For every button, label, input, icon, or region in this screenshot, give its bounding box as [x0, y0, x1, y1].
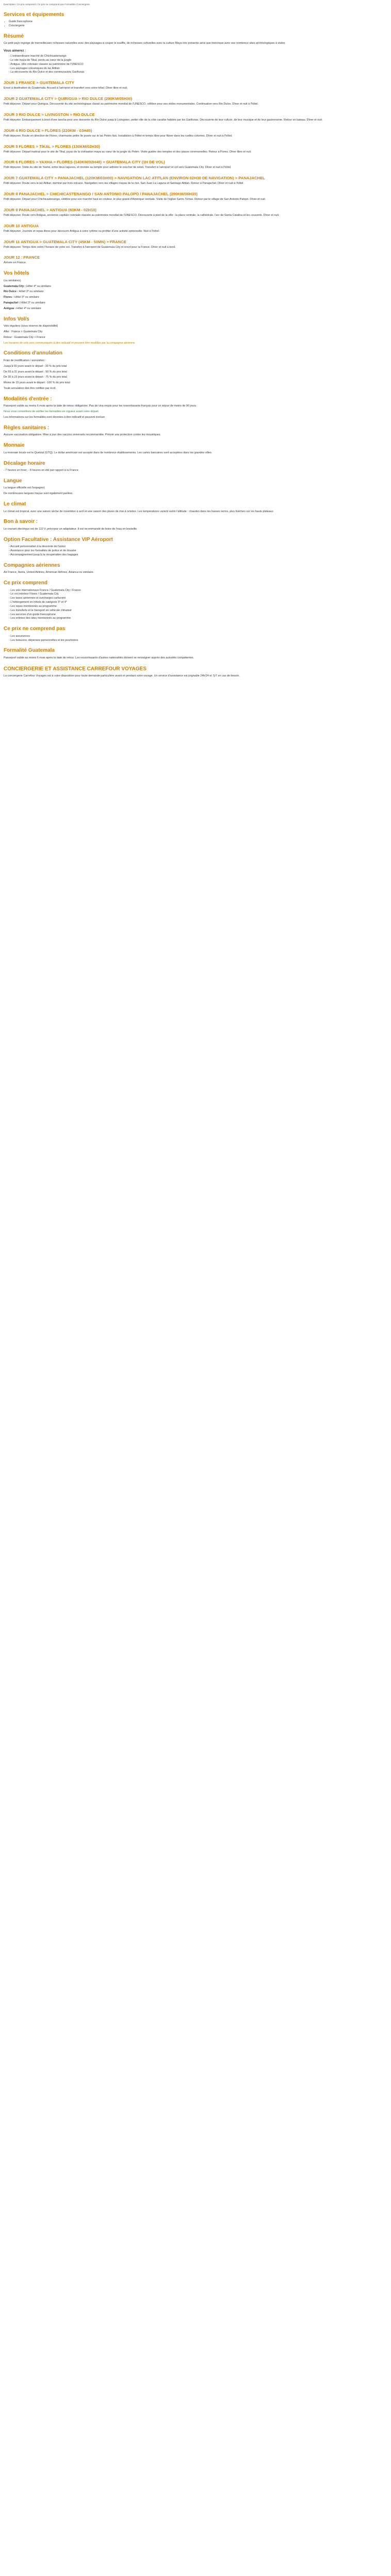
day-title: JOUR 3 RIO DULCE > LIVINGSTON > RIO DULCE [4, 112, 95, 117]
hotel-city: Panajachel : [4, 301, 20, 305]
conditions-line: Frais de modification / annulation : [4, 359, 46, 362]
compagnies-text: Air France, Iberia, United Airlines, American Airlines, Avianca ou similaire. [4, 571, 94, 574]
conditions-line: Jusqu'à 60 jours avant le départ : 30 % du prix total [4, 364, 67, 368]
prix-comprend-item: - Les repas mentionnés au programme [9, 605, 387, 609]
infos-vol-line: Aller : France > Guatemala City [4, 330, 43, 333]
vos-hotels-title: Vos hôtels [4, 270, 29, 277]
day-title: JOUR 1 FRANCE > GUATEMALA CITY [4, 80, 74, 86]
hotel-row [4, 290, 387, 294]
infos-vol-line: Retour : Guatemala City > France [4, 335, 45, 339]
prix-ne-comprend-item: - Les boissons, dépenses personnelles et les pourboires [9, 639, 387, 643]
formalite-title: Formalité Guatemala [4, 648, 55, 654]
prix-comprend-title: Ce prix comprend [4, 580, 48, 586]
hotel-city: Flores : [4, 296, 14, 299]
services-title: Services et équipements [4, 11, 64, 18]
prix-comprend-list [4, 589, 387, 621]
bon-a-savoir-title: Bon à savoir : [4, 519, 38, 525]
vos-hotels-intro: (ou similaires) [4, 279, 21, 282]
infos-vol-note: Les horaires de vols sont communiqués à titre indicatif et peuvent être modifiés par la compagnie aérienne. [4, 341, 136, 345]
hotel-city: Guatemala City : [4, 284, 26, 288]
modalites-highlight: Nous vous conseillons de vérifier les formalités en vigueur avant votre départ. [4, 410, 100, 414]
day-title: JOUR 4 RIO DULCE > FLORES (220KM - 03H45) [4, 128, 92, 133]
infos-vol-title: Infos Vol/s [4, 316, 29, 322]
itinerary-day [4, 96, 387, 107]
itinerary [4, 80, 387, 265]
conditions-title: Conditions d'annulation [4, 350, 63, 357]
conciergerie-block [4, 666, 387, 679]
day-text: Petit déjeuner. Départ matinal pour le site de Tikal, joyau de la civilisation maya au cœur de la jungle du Petén. Visite guidée des temples et des places cérémonielles. Retour à Flores. Dîner libre et nuit. [4, 150, 252, 154]
day-text: Arrivée en France. [4, 261, 27, 265]
prix-comprend-item: - Les entrées des sites mentionnés au programme [9, 617, 387, 621]
conditions-line: Moins de 15 jours avant le départ : 100 % du prix total [4, 381, 70, 385]
itinerary-day [4, 175, 387, 186]
services-item: • Conciergerie [9, 24, 387, 28]
day-title: JOUR 8 PANAJACHEL > CHICHICASTENANGO / SAN ANTONIO PALOPO / PANAJACHEL (290KM/06H30) [4, 192, 198, 197]
prix-ne-comprend-item: - Les assurances [9, 635, 387, 639]
option-item: - Assistance pour les formalités de police et de douane [9, 549, 387, 553]
langue-line: La langue officielle est l'espagnol. [4, 486, 45, 490]
itinerary-day [4, 144, 387, 155]
prix-ne-comprend-list [4, 635, 387, 643]
vous-aimerez-title: Vous aimerez : [4, 49, 26, 53]
day-title: JOUR 2 GUATEMALA CITY > QUIRIGUA > RIO DULCE (290KM/05H30) [4, 96, 133, 101]
day-title: JOUR 7 GUATEMALA CITY > PANAJACHEL (120KM/03H00) > NAVIGATION LAC ATITLAN (ENVIRON 02H30 DE NAVIGATION) > PANAJACHEL [4, 176, 265, 181]
vous-aimerez-item: - L'extraordinaire marché de Chichicastenango [9, 55, 387, 59]
itinerary-day [4, 112, 387, 123]
option-item: - Accompagnement jusqu'à la récupération des bagages [9, 553, 387, 557]
decalage-text: - 7 heures en hiver, - 8 heures en été par rapport à la France. [4, 469, 79, 472]
vous-aimerez-list [4, 55, 387, 75]
day-text: Petit déjeuner. Route en direction de Flores, charmante petite île posée sur le lac Petén Itzá. Installation à l'hôtel et temps libre pour flâner dans les ruelles colorées. Dîner et nuit à l'hôtel. [4, 134, 233, 138]
day-text: Petit déjeuner. Route vers Antigua, ancienne capitale coloniale classée au patrimoine mondial de l'UNESCO. Découverte à pied de la ville : la place centrale, la cathédrale, l'arc de Santa Catalina et les couvents. Dîner et nuit. [4, 213, 280, 217]
decalage-title: Décalage horaire [4, 460, 45, 466]
climat-title: Le climat [4, 501, 26, 507]
breadcrumb: Description: Ce prix comprend / Ce prix ne comprend pas Formalités Conciergerie [4, 3, 90, 6]
vous-aimerez-item: - Le site maya de Tikal, perdu au cœur de la jungle [9, 59, 387, 63]
hotel-name: Hôtel 4* ou similaire [26, 284, 51, 288]
climat-text: Le climat est tropical, avec une saison sèche de novembre à avril et une saison des pluies de mai à octobre. Les températures varient selon l'altitude : chaudes dans les basses terres, plus fraîches sur les hauts plateaux. [4, 510, 274, 513]
regles-title: Règles sanitaires : [4, 425, 50, 431]
hotel-list [4, 285, 387, 311]
itinerary-day [4, 223, 387, 234]
prix-ne-comprend-title: Ce prix ne comprend pas [4, 626, 66, 632]
hotel-name: Hôtel 4* ou similaire [16, 307, 41, 310]
langue-line: De nombreuses langues mayas sont également parlées. [4, 492, 73, 496]
day-title: JOUR 12 : FRANCE [4, 255, 40, 260]
bon-a-savoir-text: Le courant électrique est de 110 V, prévoyez un adaptateur. Il est recommandé de boire de l'eau en bouteille. [4, 527, 138, 531]
regles-text: Aucune vaccination obligatoire. Mise à jour des vaccins universels recommandée. Prévoir une protection contre les moustiques. [4, 433, 161, 437]
conciergerie-text: La conciergerie Carrefour Voyages est à votre disposition pour toute demande particulière avant et pendant votre voyage. Un service d'assistance est joignable 24h/24 et 7j/7 en cas de besoin. [4, 674, 240, 678]
day-text: Petit déjeuner. Visite du site de Yaxhá, entre deux lagunes, et montée au temple pour admirer le coucher de soleil. Transfert à l'aéroport et vol vers Guatemala City. Dîner et nuit à l'hôtel. [4, 166, 232, 170]
modalites-text: Passeport valide au moins 6 mois après la date de retour obligatoire. Pas de visa requis pour les ressortissants français pour un séjour de moins de 90 jours. [4, 404, 197, 408]
hotel-name: Hôtel 3* ou similaire [14, 296, 39, 299]
itinerary-day [4, 255, 387, 265]
resume-title: Résumé [4, 33, 24, 39]
services-item: • Guide francophone [9, 20, 387, 24]
hotel-city: Rio Dulce : [4, 290, 19, 294]
prix-comprend-item: - Les transferts et le transport en véhicule climatisé [9, 609, 387, 613]
day-title: JOUR 10 ANTIGUA [4, 223, 39, 228]
day-text: Petit déjeuner. Départ pour Quirigua. Découverte du site archéologique classé au patrimoine mondial de l'UNESCO, célèbre pour ses stèles monumentales. Continuation vers Rio Dulce. Dîner et nuit à l'hôtel. [4, 103, 259, 106]
compagnies-title: Compagnies aériennes [4, 562, 60, 568]
day-text: Petit déjeuner. Route vers le lac Atitlan, dominé par trois volcans. Navigation vers les villages mayas de la rive, San Juan La Laguna et Santiago Atitlan. Retour à Panajachel. Dîner et nuit à l'hôtel. [4, 182, 244, 185]
formalite-text: Passeport valide au moins 6 mois après la date de retour. Les ressortissants d'autres nationalités doivent se renseigner auprès des autorités compétentes. [4, 656, 194, 659]
day-text: Petit déjeuner. Journée et repas libres pour découvrir Antigua à votre rythme ou profiter d'une activité optionnelle. Nuit à l'hôtel. [4, 229, 160, 233]
modalites-title: Modalités d'entrée : [4, 396, 52, 402]
itinerary-day [4, 191, 387, 202]
hotel-row [4, 307, 387, 311]
day-text: Petit déjeuner. Départ pour Chichicastenango, célèbre pour son marché haut en couleur, le plus grand d'Amérique centrale. Visite de l'église Santo Tomas. Retour par le village de San Antonio Palopó. Dîner et nuit. [4, 198, 266, 201]
itinerary-day [4, 80, 387, 91]
hotel-name: Hôtel 3* ou similaire [20, 301, 45, 305]
day-title: JOUR 6 FLORES > YAXHA > FLORES (140KM/02H40) > GUATEMALA CITY (1H DE VOL) [4, 160, 165, 165]
day-text: Petit déjeuner. Embarquement à bord d'une lancha pour une descente du Rio Dulce jusqu'à Livingston, petite ville de la côte caraïbe habitée par les Garifunas. Découverte de leur culture, de leur musique et de leur gastronomie. Retour en bateau. Dîner et nuit. [4, 118, 323, 122]
prix-comprend-item: - Les taxes aériennes et surcharges carburant [9, 597, 387, 601]
itinerary-day [4, 128, 387, 139]
day-text: Envol à destination du Guatemala. Accueil à l'aéroport et transfert vers votre hôtel. Dîner libre et nuit. [4, 87, 128, 90]
infos-vol-line: Vols réguliers (sous réserve de disponibilité) [4, 325, 58, 328]
modalites-text-2: Les informations sur les formalités sont données à titre indicatif et peuvent évoluer. [4, 416, 106, 419]
monnaie-title: Monnaie [4, 443, 25, 449]
monnaie-text: La monnaie locale est le Quetzal (GTQ). Le dollar américain est accepté dans de nombreux établissements. Les cartes bancaires sont acceptées dans les grandes villes. [4, 451, 213, 454]
conditions-note: Toute annulation doit être notifiée par écrit. [4, 387, 56, 391]
vous-aimerez-item: - La découverte du Rio Dulce et des communautés Garifunas [9, 71, 387, 75]
day-title: JOUR 11 ANTIGUA > GUATEMALA CITY (45KM - 50MN) > FRANCE [4, 239, 126, 244]
hotel-row [4, 301, 387, 306]
vous-aimerez-item: - Les paysages volcaniques du lac Atitlan [9, 67, 387, 71]
hotel-row [4, 296, 387, 300]
conciergerie-title: CONCIERGERIE ET ASSISTANCE CARREFOUR VOYAGES [4, 666, 146, 672]
page [0, 0, 391, 690]
option-list [4, 545, 387, 557]
conditions-line: De 30 à 15 jours avant le départ : 75 % du prix total [4, 376, 67, 379]
hotel-row [4, 285, 387, 289]
itinerary-day [4, 239, 387, 250]
prix-comprend-item: - Les vols internationaux France / Guatemala City / France [9, 589, 387, 593]
prix-comprend-item: - Les services d'un guide francophone [9, 613, 387, 617]
hotel-city: Antigua : [4, 307, 16, 310]
itinerary-day [4, 159, 387, 170]
hotel-name: Hôtel 3* ou similaire [19, 290, 44, 294]
conditions-line: De 59 à 31 jours avant le départ : 50 % du prix total [4, 370, 67, 374]
day-title: JOUR 5 FLORES > TIKAL > FLORES (130KM/02H30) [4, 144, 100, 149]
day-title: JOUR 9 PANAJACHEL > ANTIGUA (80KM - 02H10) [4, 207, 96, 212]
itinerary-day [4, 207, 387, 218]
resume-text: Ce petit pays regorge de merveilleuses richesses naturelles avec des paysages à couper le souffle, de richesses culturelles avec la culture Maya très présente ainsi que historique avec ses nombreux sites archéologiques à visiter. [4, 42, 286, 45]
langue-title: Langue [4, 478, 22, 484]
services-list [4, 20, 387, 28]
day-text: Petit déjeuner. Temps libre selon l'horaire de votre vol. Transfert à l'aéroport de Guatemala City et envol pour la France. Dîner et nuit à bord. [4, 245, 176, 249]
prix-comprend-item: - Le vol intérieur Flores / Guatemala City [9, 592, 387, 597]
prix-comprend-item: - L'hébergement en hôtels de catégorie 3* et 4* [9, 601, 387, 605]
option-item: - Accueil personnalisé à la descente de l'avion [9, 545, 387, 549]
option-title: Option Facultative : Assistance VIP Aéroport [4, 536, 113, 543]
vous-aimerez-item: - Antigua, ville coloniale classée au patrimoine de l'UNESCO [9, 63, 387, 67]
